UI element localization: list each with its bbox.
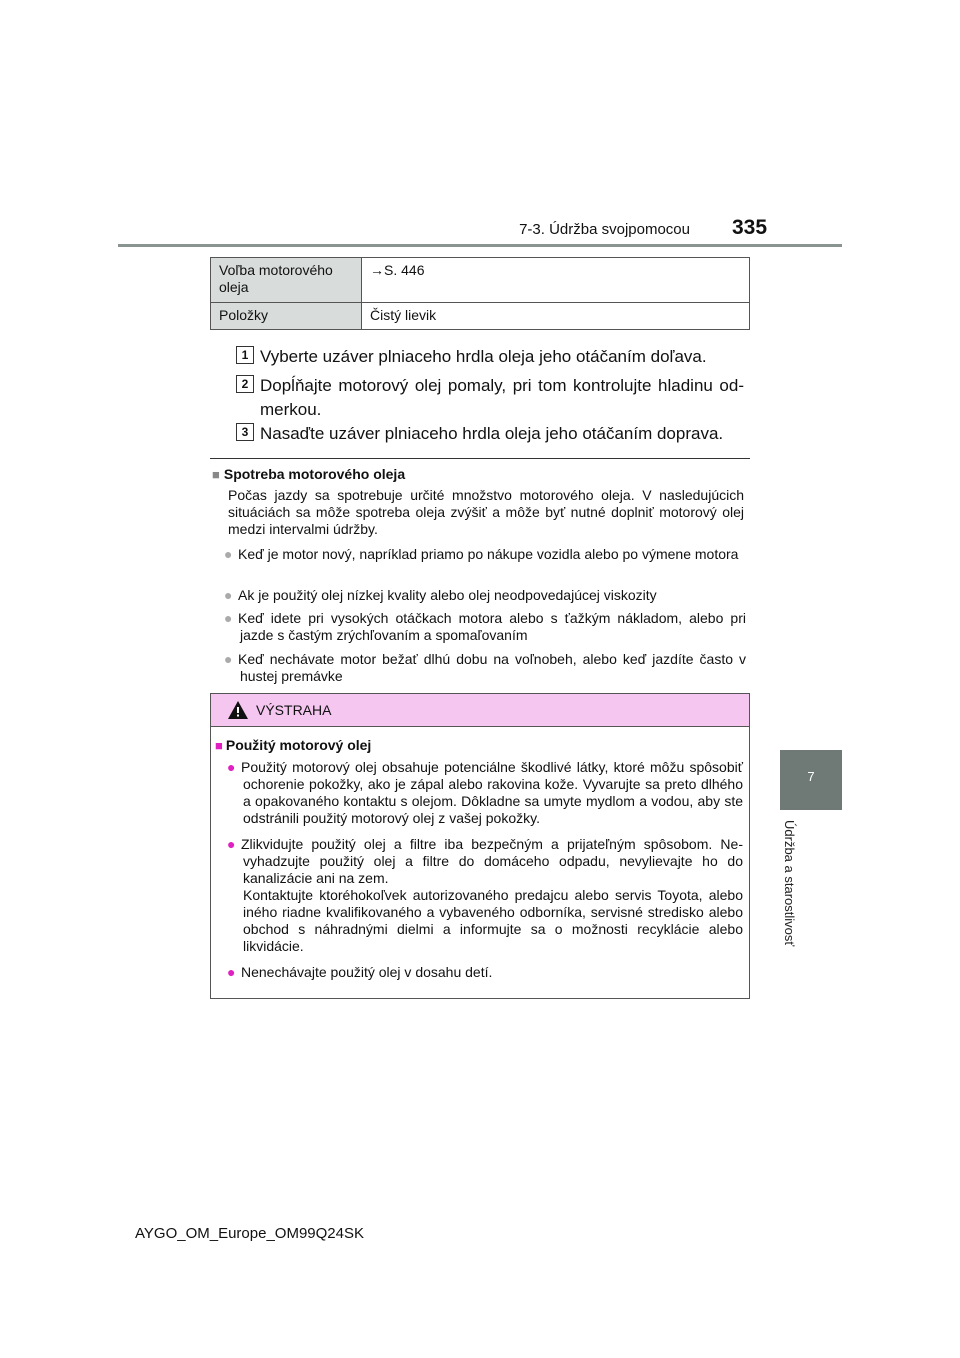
section-paragraph: Počas jazdy sa spotrebuje určité množstvo motorového oleja. V nasledujúcich situáciách sa môže spotreba oleja zvýšiť a môže byť nutné doplniť motorový olej medzi intervalmi údržby. [228, 487, 744, 537]
warning-list-item-text: Zlikvidujte použitý olej a filtre iba bezpečným a prijateľným spôsobom. Nevyhadzujte použitý olej a filtre do domáceho odpadu, nevylievajte ho do kanalizácie ani na zem. [241, 836, 743, 886]
table-row [211, 258, 750, 303]
bullet-dot-icon: ● [224, 587, 233, 603]
bullet-dot-icon: ● [227, 759, 236, 775]
header-section-title: 7-3. Údržba svojpomocou [519, 221, 690, 238]
table-row [211, 303, 750, 330]
step-number: 1 [236, 346, 254, 364]
step-text: Nasaďte uzáver plniaceho hrdla oleja jeho otáčaním doprava. [260, 424, 724, 443]
warning-list-item-extra: Kontaktujte ktoréhokoľvek autorizovaného predajcu alebo servis Toyota, alebo iného riadne kvalifikovaného a vybaveného odborníka, servisné stredisko alebo obchod s náhradnými dielmi a informujte sa o možnosti recyklácie alebo likvidácie. [243, 887, 743, 954]
chapter-tab-title-wrap [782, 820, 808, 970]
section-heading [212, 466, 405, 482]
step-number: 2 [236, 375, 254, 393]
list-item [224, 651, 746, 685]
chapter-tab-number: 7 [807, 769, 815, 784]
warning-list-item [227, 759, 743, 827]
page-number: 335 [732, 216, 768, 239]
step-number: 3 [236, 423, 254, 441]
bullet-dot-icon: ● [227, 836, 236, 852]
step-text: Dopĺňajte motorový olej pomaly, pri tom kontrolujte hladinu odmerkou. [260, 376, 744, 419]
chapter-tab-title: Údržba a starostlivosť [782, 820, 797, 947]
warning-header [211, 694, 749, 727]
warning-list-item [227, 964, 743, 981]
square-bullet-icon: ■ [215, 738, 223, 753]
list-item [224, 546, 746, 563]
list-item [224, 587, 746, 604]
table-value: Čistý lievik [362, 303, 750, 330]
bullet-dot-icon: ● [224, 610, 233, 626]
section-divider [210, 458, 750, 459]
list-item-text: Keď nechávate motor bežať dlhú dobu na voľnobeh, alebo keď jazdíte často v hustej premávke [238, 651, 746, 684]
footer-code: AYGO_OM_Europe_OM99Q24SK [135, 1225, 364, 1242]
list-item [224, 610, 746, 644]
list-item-text: Ak je použitý olej nízkej kvality alebo olej neodpovedajúcej viskozity [238, 587, 657, 603]
warning-triangle-icon [227, 700, 249, 720]
warning-list-item-text: Nenechávajte použitý olej v dosahu detí. [241, 964, 493, 980]
section-heading-text: Spotreba motorového oleja [223, 466, 406, 482]
square-bullet-icon: ■ [212, 467, 220, 482]
bullet-dot-icon: ● [227, 964, 236, 980]
table-value: →S. 446 [362, 258, 750, 303]
warning-list-item-text: Použitý motorový olej obsahuje potenciálne škodlivé látky, ktoré môžu spôsobiť ochorenie pokožky, ako je zápal alebo rakovina kože. Vyvarujte sa preto dlhého a opakovaného kontaktu s olejom. Dôkladne sa umyte mydlom a vodou, aby ste odstránili použitý motorový olej z vašej pokožky. [241, 759, 743, 826]
table-label: Položky [211, 303, 362, 330]
step-text: Vyberte uzáver plniaceho hrdla oleja jeho otáčaním doľava. [260, 347, 707, 366]
warning-title: VÝSTRAHA [256, 702, 332, 718]
spec-table [210, 257, 750, 330]
bullet-dot-icon: ● [224, 651, 233, 667]
table-label: Voľba motorového oleja [211, 258, 362, 303]
warning-heading-text: Použitý motorový olej [225, 737, 372, 753]
warning-list-item [227, 836, 743, 955]
header-rule [118, 244, 842, 247]
warning-heading [215, 737, 371, 753]
list-item-text: Keď je motor nový, napríklad priamo po nákupe vozidla alebo po výmene motora [238, 546, 739, 562]
bullet-dot-icon: ● [224, 546, 233, 562]
list-item-text: Keď idete pri vysokých otáčkach motora alebo s ťažkým nákladom, alebo pri jazde s častým zrýchľovaním a spomaľovaním [238, 610, 746, 643]
